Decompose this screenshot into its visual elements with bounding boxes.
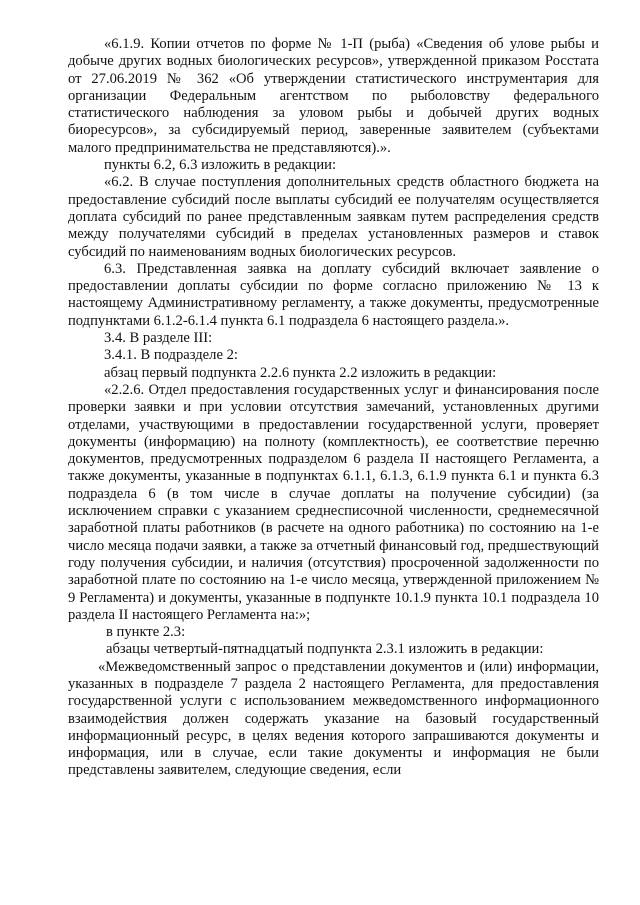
paragraph-6-1-9: «6.1.9. Копии отчетов по форме № 1-П (рыба) «Сведения об улове рыбы и добыче других водных биологических ресурсов», утвержденной приказом Росстата от 27.06.2019 № 362 «Об утверждении статистического инструментария для организации Федеральным агентством по рыболовству федерального статистического наблюдения за уловом рыбы и добычей других водных биоресурсов», за субсидируемый период, заверенные заявителем (субъектами малого предпринимательства не представляются).». bbox=[68, 36, 599, 156]
paragraph-instruction-6-2-6-3: пункты 6.2, 6.3 изложить в редакции: bbox=[104, 157, 337, 174]
paragraph-6-3: 6.3. Представленная заявка на доплату субсидий включает заявление о предоставлении доплаты субсидии по форме согласно приложению № 13 к настоящему Административному регламенту, а также документы, предусмотренные подпунктами 6.1.2-6.1.4 пункта 6.1 подраздела 6 настоящего раздела.». bbox=[68, 260, 599, 329]
paragraph-instruction-2-2-6: абзац первый подпункта 2.2.6 пункта 2.2 изложить в редакции: bbox=[104, 364, 497, 381]
paragraph-3-4: 3.4. В разделе III: bbox=[104, 330, 213, 347]
paragraph-2-2-6: «2.2.6. Отдел предоставления государственных услуг и финансирования после проверки заявки и при условии отсутствия замечаний, установленных другими отделами, участвующими в предоставлении государственной услуги, проверяет документы (информацию) на полноту (комплектность), ее соответствие перечню документов, предусмотренных подразделом 6 раздела II настоящего Регламента, а также документы, указанные в подпунктах 6.1.1, 6.1.3, 6.1.9 пункта 6.1 и пункта 6.3 подраздела 6 (в том числе в случае доплаты на получение субсидии) (за исключением справки с указанием среднесписочной численности, среднемесячной заработной платы работников (в расчете на одного работника) по состоянию на 1-е число месяца подачи заявки, а также за отчетный финансовый год, предшествующий году получения субсидии, и наличия (отсутствия) просроченной задолженности по заработной плате по состоянию на 1-е число месяца, утвержденной приложением № 9 Регламента) и документы, указанные в подпункте 10.1.9 пункта 10.1 подраздела 10 раздела II настоящего Регламента на:»; bbox=[68, 381, 599, 623]
paragraph-point-2-3: в пункте 2.3: bbox=[106, 624, 186, 641]
document-page bbox=[68, 36, 599, 780]
paragraph-3-4-1: 3.4.1. В подразделе 2: bbox=[104, 347, 238, 364]
paragraph-interagency-request: «Межведомственный запрос о представлении документов и (или) информации, указанных в подразделе 7 раздела 2 настоящего Регламента, для предоставления государственной услуги с использованием межведомственного информационного взаимодействия должен содержать указание на базовый государственный информационный ресурс, в целях ведения которого запрашиваются документы и информация, или в случае, если такие документы и информация не были представлены заявителем, следующие сведения, если bbox=[68, 658, 599, 779]
paragraph-instruction-2-3-1: абзацы четвертый-пятнадцатый подпункта 2.3.1 изложить в редакции: bbox=[106, 641, 544, 658]
paragraph-6-2: «6.2. В случае поступления дополнительных средств областного бюджета на предоставление субсидий после выплаты субсидий ее получателям осуществляется доплата субсидий по ранее представленным заявкам путем распределения средств между получателями субсидий в пределах установленных размеров и ставок субсидий по наименованиям водных биологических ресурсов. bbox=[68, 174, 599, 260]
